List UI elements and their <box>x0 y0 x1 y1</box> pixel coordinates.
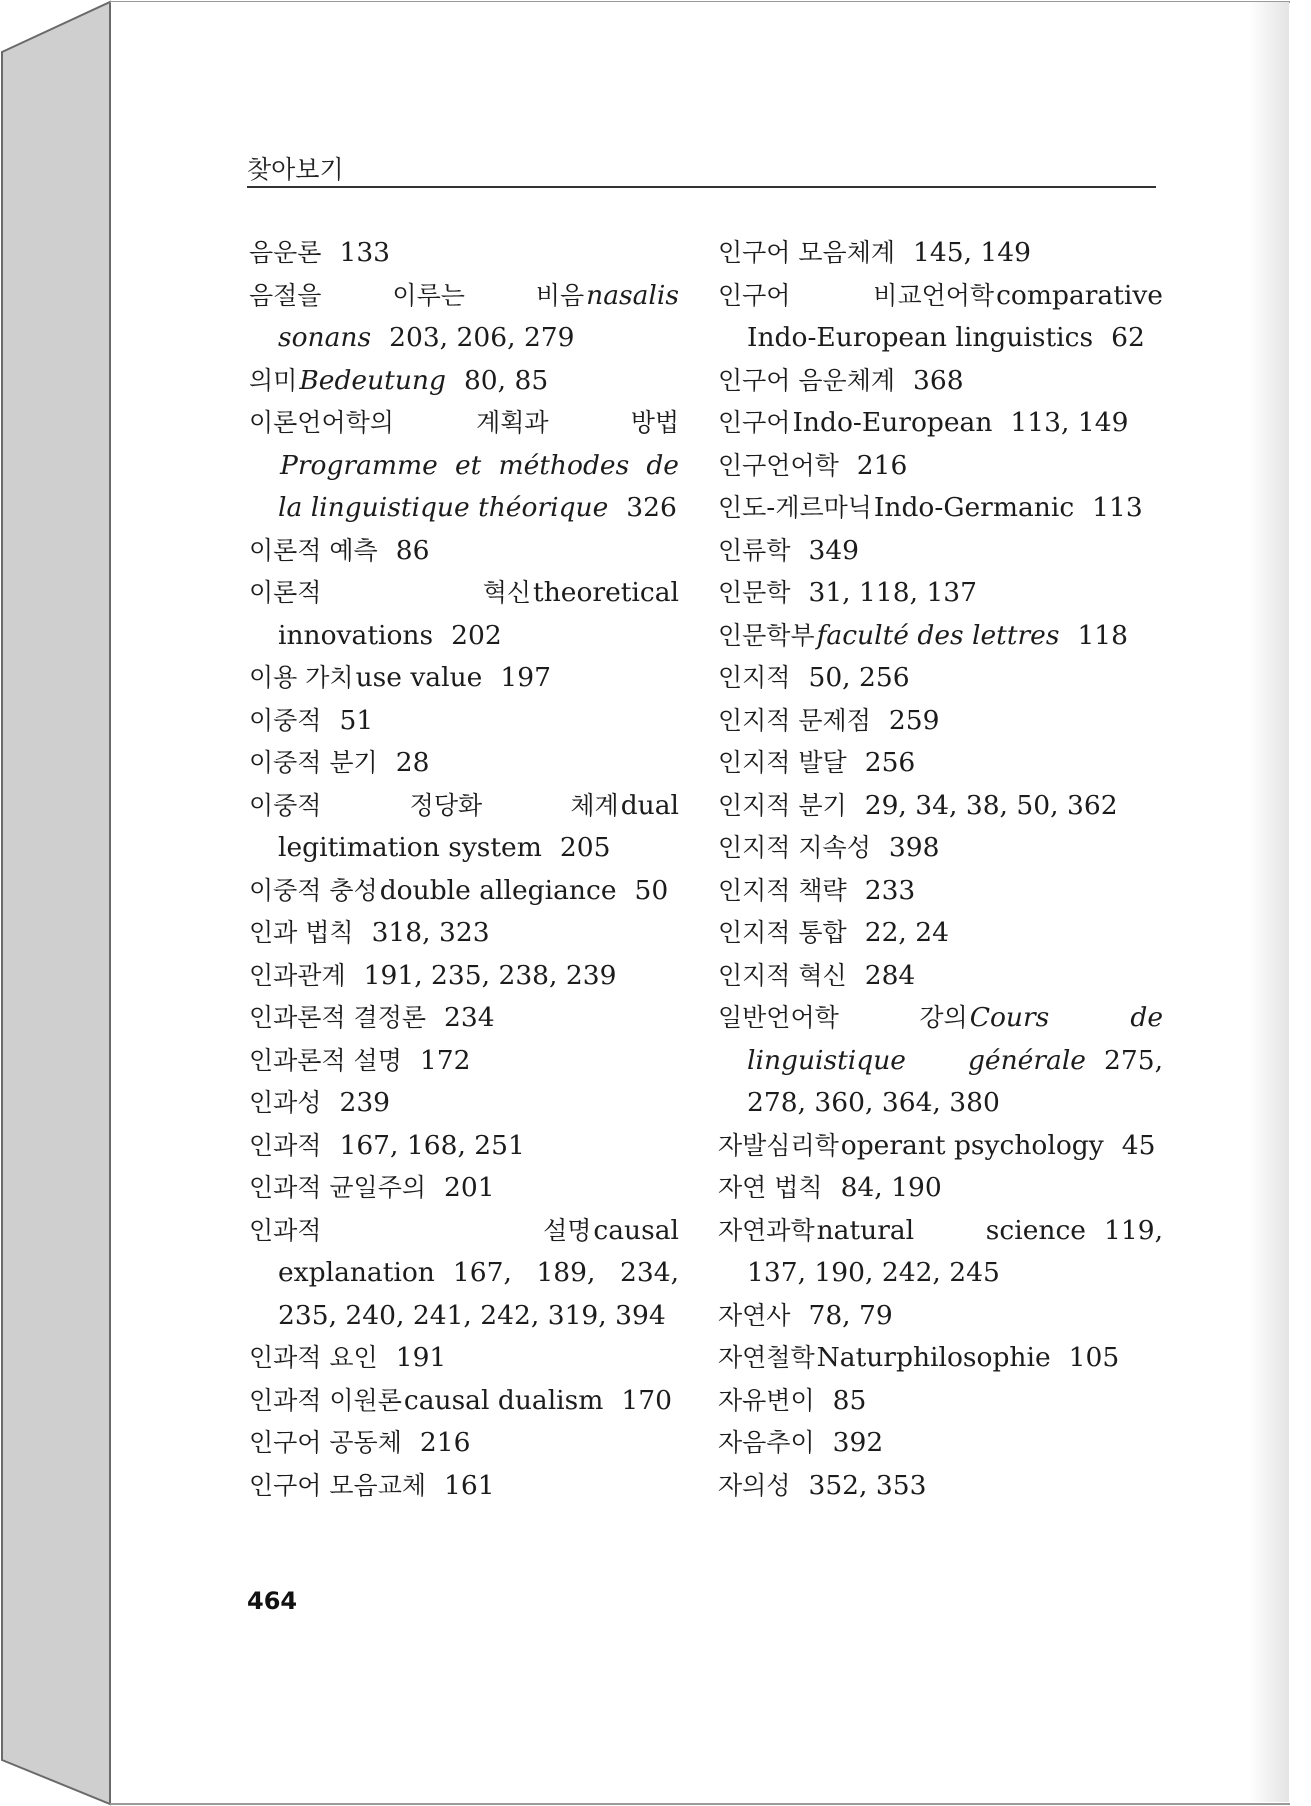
index-foreign-term: theoretical innovations <box>278 577 679 651</box>
index-page-refs: 191 <box>395 1342 447 1373</box>
index-term: 인구어 모음교체 <box>249 1470 426 1500</box>
index-entry <box>718 275 1163 360</box>
index-entry <box>718 912 1163 955</box>
index-entry <box>718 700 1163 743</box>
index-entry <box>718 445 1163 488</box>
index-entry <box>249 742 679 785</box>
index-column-right <box>718 232 1163 1507</box>
index-page-refs: 202 <box>451 619 502 651</box>
index-entry <box>249 1040 679 1083</box>
index-term: 자의성 <box>718 1470 791 1500</box>
index-entry <box>718 657 1163 700</box>
index-foreign-term: double allegiance <box>379 874 617 906</box>
index-page-refs: 170 <box>621 1384 672 1416</box>
index-page-refs: 119, 137, 190, 242, 245 <box>747 1214 1163 1288</box>
index-entry <box>249 530 679 573</box>
index-page-refs: 51 <box>339 704 374 736</box>
index-page-refs: 31, 118, 137 <box>808 577 978 608</box>
index-term: 자연 법칙 <box>718 1173 823 1202</box>
index-term: 인지적 책략 <box>718 875 847 905</box>
index-term: 인과적 이원론 <box>249 1385 402 1415</box>
index-foreign-term: natural science <box>816 1214 1086 1246</box>
index-page-refs: 86 <box>395 534 430 566</box>
index-page-refs: 191, 235, 238, 239 <box>363 959 617 991</box>
index-term: 인과론적 설명 <box>249 1045 402 1075</box>
index-foreign-term: faculté des lettres <box>816 619 1060 651</box>
index-entry <box>718 487 1163 530</box>
index-term: 인문학부 <box>718 620 815 650</box>
index-page-refs: 233 <box>864 874 916 906</box>
index-page-refs: 216 <box>856 449 908 481</box>
index-foreign-term: Bedeutung <box>299 364 446 396</box>
index-entry <box>249 657 679 700</box>
index-term: 인구어 음운체계 <box>718 365 895 395</box>
index-term: 이론적 혁신 <box>249 578 532 607</box>
index-page-refs: 50 <box>634 874 669 906</box>
index-page-refs: 29, 34, 38, 50, 362 <box>864 789 1118 821</box>
index-foreign-term: Indo-Germanic <box>873 492 1075 523</box>
index-term: 인류학 <box>718 535 791 565</box>
index-page-refs: 167, 168, 251 <box>339 1129 525 1161</box>
index-term: 자발심리학 <box>718 1130 839 1160</box>
index-foreign-term: Indo-European <box>792 407 993 438</box>
running-header: 찾아보기 <box>247 155 344 184</box>
index-page-refs: 167, 189, 234, 235, 240, 241, 242, 319, 394 <box>278 1257 679 1331</box>
index-page-refs: 172 <box>419 1044 471 1076</box>
index-entry <box>718 827 1163 870</box>
index-term: 인과적 요인 <box>249 1343 378 1372</box>
index-entry <box>249 572 679 657</box>
index-entry <box>249 700 679 743</box>
index-term: 자유변이 <box>718 1385 815 1415</box>
index-page-refs: 85 <box>832 1384 867 1416</box>
index-entry <box>249 1167 679 1210</box>
index-page-refs: 197 <box>500 662 551 693</box>
index-foreign-term: comparative Indo-European linguistics <box>747 279 1163 353</box>
index-entry <box>718 360 1163 403</box>
index-term: 인도-게르마닉 <box>718 493 872 522</box>
index-page-refs: 62 <box>1111 322 1145 353</box>
index-page-refs: 28 <box>395 747 430 778</box>
index-entry <box>718 232 1163 275</box>
index-foreign-term: operant psychology <box>840 1129 1104 1161</box>
index-entry <box>718 1167 1163 1210</box>
index-foreign-term: Cours de linguistique générale <box>747 1002 1164 1076</box>
index-term: 음운론 <box>249 238 322 267</box>
index-term: 의미 <box>249 365 298 395</box>
index-term: 인구어 공동체 <box>249 1428 402 1457</box>
index-page-refs: 205 <box>559 832 611 863</box>
index-term: 이중적 분기 <box>249 748 378 777</box>
index-page-refs: 145, 149 <box>913 237 1032 268</box>
index-foreign-term: causal explanation <box>278 1214 679 1288</box>
index-term: 인과 법칙 <box>249 918 354 947</box>
index-term: 자연과학 <box>718 1215 815 1245</box>
index-page-refs: 318, 323 <box>371 917 490 948</box>
index-term: 이중적 충성 <box>249 875 378 905</box>
index-page-refs: 113, 149 <box>1010 407 1129 438</box>
index-page-refs: 80, 85 <box>463 364 549 396</box>
header-rule <box>247 186 1156 188</box>
index-entry <box>718 530 1163 573</box>
index-column-left <box>249 232 679 1507</box>
index-term: 인문학 <box>718 578 791 607</box>
index-page-refs: 118 <box>1077 619 1129 651</box>
index-entry <box>249 1210 679 1338</box>
index-page-refs: 398 <box>888 832 940 863</box>
index-entry <box>718 402 1163 445</box>
index-page-refs: 352, 353 <box>808 1469 927 1501</box>
index-page-refs: 105 <box>1068 1342 1120 1373</box>
index-foreign-term: dual legitimation system <box>278 789 679 863</box>
index-term: 인지적 통합 <box>718 918 847 947</box>
page-number: 464 <box>247 1587 298 1615</box>
index-foreign-term: Programme et méthodes de la linguistique théorique <box>278 449 679 523</box>
index-entry <box>718 1295 1163 1338</box>
index-page-refs: 234 <box>444 1002 495 1033</box>
index-page-refs: 368 <box>913 364 964 396</box>
index-entry <box>718 785 1163 828</box>
index-entry <box>249 1125 679 1168</box>
index-term: 이중적 정당화 체계 <box>249 790 619 820</box>
index-page-refs: 113 <box>1092 492 1143 523</box>
index-term: 인지적 <box>718 663 791 692</box>
index-entry <box>249 785 679 870</box>
index-page-refs: 201 <box>444 1172 495 1203</box>
index-entry <box>249 870 679 913</box>
index-term: 이론적 예측 <box>249 535 378 565</box>
page-edge-shadow <box>1249 2 1289 1802</box>
index-entry <box>249 997 679 1040</box>
index-page-refs: 349 <box>808 534 860 566</box>
index-term: 인과성 <box>249 1088 322 1117</box>
index-entry <box>249 1337 679 1380</box>
index-page-refs: 45 <box>1121 1129 1156 1161</box>
index-entry <box>249 1422 679 1465</box>
index-entry <box>718 1380 1163 1423</box>
index-term: 인구어 비교언어학 <box>718 280 995 310</box>
index-term: 일반언어학 강의 <box>718 1003 968 1032</box>
book-page <box>111 2 1289 1802</box>
index-entry <box>249 232 679 275</box>
index-foreign-term: nasalis sonans <box>278 279 679 353</box>
index-entry <box>718 1465 1163 1508</box>
index-page-refs: 392 <box>832 1427 884 1458</box>
index-term: 인지적 분기 <box>718 790 847 820</box>
index-entry <box>718 870 1163 913</box>
index-entry <box>718 997 1163 1125</box>
index-page-refs: 259 <box>888 704 940 736</box>
index-term: 음절을 이루는 비음 <box>249 280 585 310</box>
index-term: 인구언어학 <box>718 450 839 480</box>
index-term: 인지적 문제점 <box>718 705 871 735</box>
index-term: 인과적 균일주의 <box>249 1173 426 1202</box>
index-term: 이중적 <box>249 705 322 735</box>
index-page-refs: 256 <box>864 747 916 778</box>
index-foreign-term: use value <box>355 662 483 693</box>
index-entry <box>249 1380 679 1423</box>
index-term: 이론언어학의 계획과 방법 <box>249 408 679 437</box>
index-term: 인구어 <box>718 408 791 437</box>
index-page-refs: 239 <box>339 1087 391 1118</box>
index-entry <box>249 402 679 530</box>
index-entry <box>718 1210 1163 1295</box>
index-entry <box>249 912 679 955</box>
index-entry <box>249 275 679 360</box>
index-term: 인지적 혁신 <box>718 960 847 990</box>
index-entry <box>718 742 1163 785</box>
index-term: 인지적 발달 <box>718 748 847 777</box>
index-page-refs: 78, 79 <box>808 1299 893 1331</box>
index-entry <box>718 955 1163 998</box>
index-page-refs: 133 <box>339 237 391 268</box>
index-term: 인과적 <box>249 1130 322 1160</box>
index-foreign-term: causal dualism <box>403 1384 604 1416</box>
index-page-refs: 203, 206, 279 <box>389 322 575 353</box>
index-page-refs: 22, 24 <box>864 917 949 948</box>
index-page-refs: 216 <box>419 1427 471 1458</box>
index-entry <box>249 1082 679 1125</box>
index-entry <box>718 572 1163 615</box>
index-term: 인지적 지속성 <box>718 833 871 862</box>
index-entry <box>249 360 679 403</box>
index-page-refs: 275, 278, 360, 364, 380 <box>747 1044 1163 1118</box>
index-entry <box>718 1337 1163 1380</box>
index-term: 자음추이 <box>718 1428 815 1457</box>
index-term: 인구어 모음체계 <box>718 238 895 267</box>
index-page-refs: 284 <box>864 959 916 991</box>
index-term: 이용 가치 <box>249 663 354 692</box>
index-entry <box>718 1422 1163 1465</box>
index-entry <box>718 615 1163 658</box>
index-term: 자연철학 <box>718 1343 815 1372</box>
index-entry <box>718 1125 1163 1168</box>
index-entry <box>249 1465 679 1508</box>
index-term: 자연사 <box>718 1300 791 1330</box>
index-page-refs: 326 <box>626 492 677 523</box>
index-foreign-term: Naturphilosophie <box>816 1342 1051 1373</box>
index-entry <box>249 955 679 998</box>
index-term: 인과론적 결정론 <box>249 1003 426 1032</box>
index-page-refs: 84, 190 <box>840 1172 942 1203</box>
index-page-refs: 161 <box>444 1469 495 1501</box>
index-page-refs: 50, 256 <box>808 662 910 693</box>
index-term: 인과적 설명 <box>249 1215 592 1245</box>
index-term: 인과관계 <box>249 960 346 990</box>
